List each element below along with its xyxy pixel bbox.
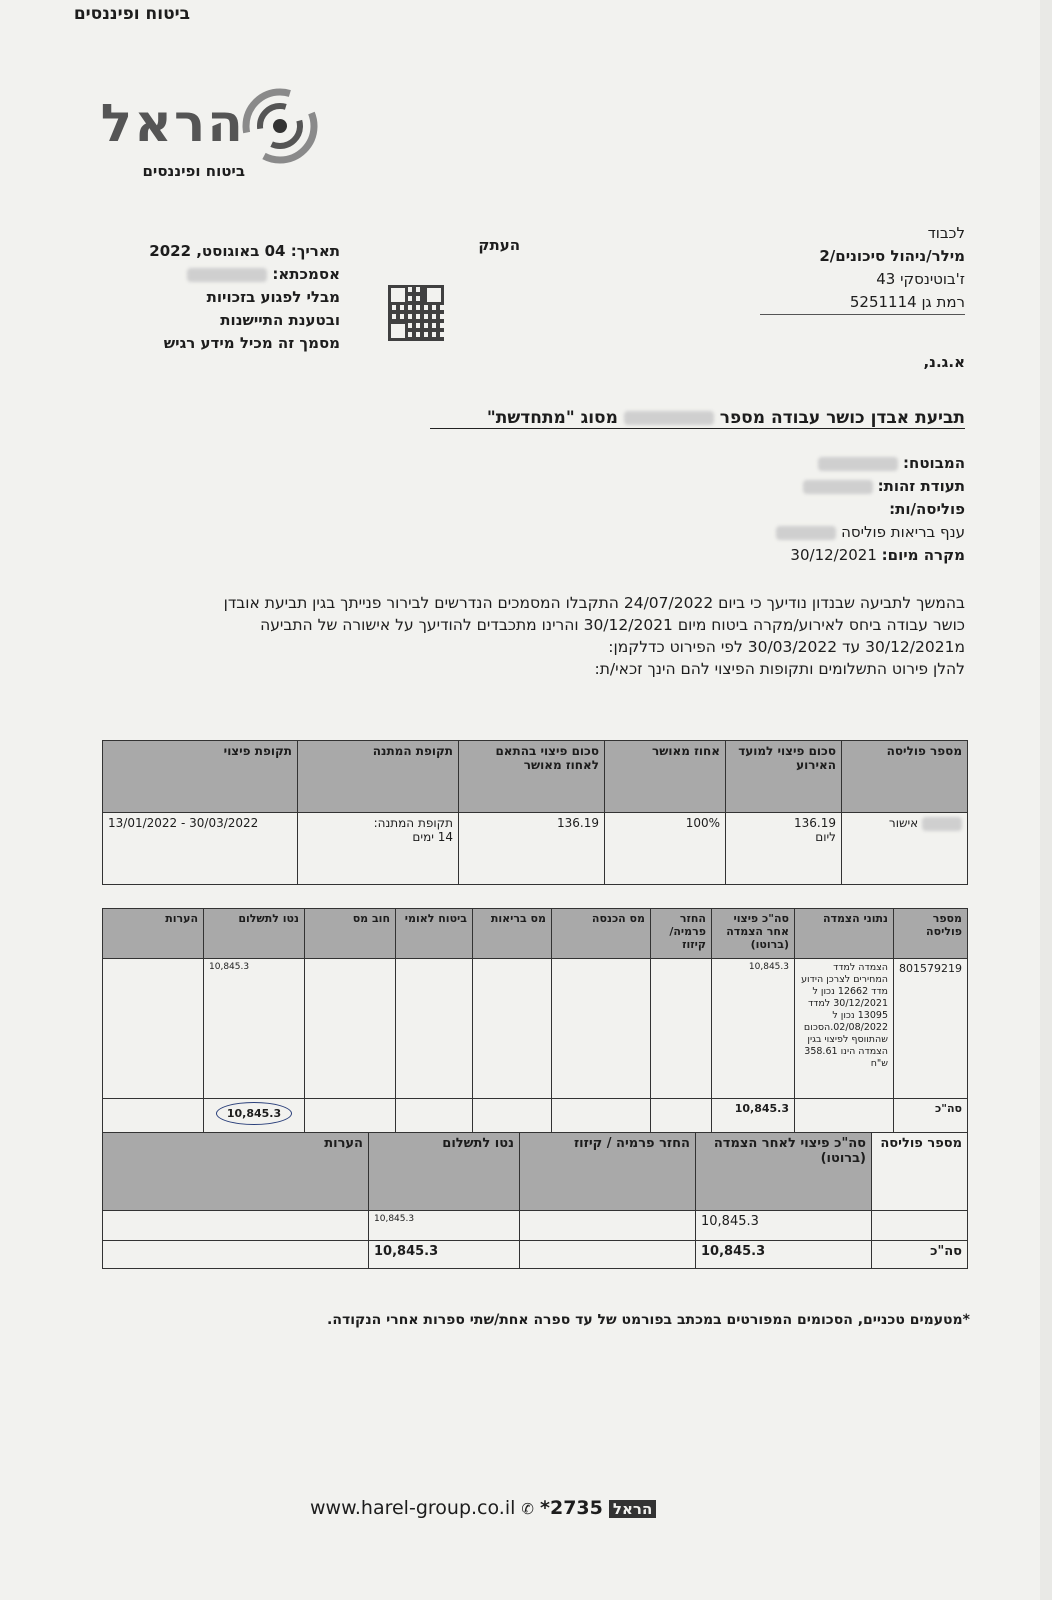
claim-details (700, 452, 965, 567)
compensation-table (102, 740, 968, 885)
total-label: סה"כ (894, 1099, 968, 1133)
table-header: החזר פרמיה/ קיזוז (651, 909, 712, 959)
meta-block (120, 240, 340, 355)
gross-amount: 10,845.3 (712, 959, 795, 1099)
circled-total: 10,845.3 (216, 1102, 292, 1125)
payment-table (102, 908, 968, 1133)
total-gross: 10,845.3 (712, 1099, 795, 1133)
table-header: נתוני הצמדה (795, 909, 894, 959)
table-cell (552, 959, 651, 1099)
table-header: הערות (103, 909, 204, 959)
branch-text: ענף בריאות פוליסה (841, 523, 965, 541)
body-text: והרינו מתכבדים להודיעך על אישורה של התביעה (260, 616, 579, 634)
table-header: מס הכנסה (552, 909, 651, 959)
body-text: מ (954, 638, 965, 656)
recipient-block (760, 222, 965, 315)
total-gross: 10,845.3 (696, 1241, 872, 1269)
footer-brand: הראל (609, 1500, 656, 1518)
date-value: 04 באוגוסט, 2022 (149, 242, 286, 260)
table-header: נטו לתשלום (204, 909, 305, 959)
table-cell (795, 1099, 894, 1133)
table-header: חוב מס (305, 909, 396, 959)
total-label: סה"כ (872, 1241, 968, 1269)
table-header: סה"כ פיצוי אחר הצמדה (ברוטו) (712, 909, 795, 959)
table-cell (473, 959, 552, 1099)
body-text: התקבלו המסמכים הנדרשים לבירור פנייתך בגין תביעת אובדן (223, 594, 619, 612)
reference-label: אסמכתא: (272, 265, 340, 283)
table-header: מספר פוליסה (894, 909, 968, 959)
event-date: 30/12/2021 (790, 546, 877, 564)
body-text: לפי הפירוט כדלקמן: (608, 638, 743, 656)
event-label: מקרה מיום: (881, 546, 965, 564)
logo-tagline: ביטוח ופיננסים (142, 162, 245, 180)
table-cell (872, 1211, 968, 1241)
table-header: נטו לתשלום (369, 1133, 520, 1211)
phone-icon: ✆ (521, 1500, 534, 1518)
event-date-body: 30/12/2021 (583, 616, 673, 634)
received-date: 24/07/2022 (623, 594, 714, 612)
top-brand: ביטוח ופיננסים (73, 4, 190, 24)
net-amount: 10,845.3 (204, 959, 305, 1099)
redacted-policy (776, 526, 836, 540)
table-header: אחוז מאושר (605, 741, 726, 813)
body-text: כושר עבודה ביחס לאירוע/מקרה ביטוח מיום (677, 616, 965, 634)
recipient-street: ז'בוטינסקי 43 (876, 270, 965, 288)
table-header: סכום פיצוי למועד האירוע (726, 741, 842, 813)
table-cell (103, 959, 204, 1099)
table-cell (396, 959, 473, 1099)
id-label: תעודת זהות: (877, 477, 965, 495)
body-text: להלן פירוט התשלומים ותקופות הפיצוי להם הינך זכאי/ת: (594, 660, 965, 678)
redacted-insured (818, 457, 898, 471)
table-cell (103, 1211, 369, 1241)
table-cell: 136.19 (459, 813, 605, 885)
recipient-city: רמת גן 5251114 (760, 291, 965, 315)
table-header: סה"כ פיצוי לאחר הצמדה (ברוטו) (696, 1133, 872, 1211)
table-header: החזר פרמיה / קיזוז (520, 1133, 696, 1211)
table-header: מס בריאות (473, 909, 552, 959)
table-cell (103, 1241, 369, 1269)
logo-name: הראל (100, 94, 245, 154)
linkage-details: הצמדה למדד המחירים לצרכן הידוע מדד 12662 נכון ל 30/12/2021 למדד 13095 נכון ל 02/08/2022.הסכום שהתווסף לפיצוי בגין הצמדה הינו 358.61 ש"ח (795, 959, 894, 1099)
table-cell: תקופת המתנה: 14 ימים (298, 813, 459, 885)
policies-label: פוליסה/ות: (889, 500, 965, 518)
total-net (204, 1099, 305, 1133)
insured-label: המבוטח: (903, 454, 965, 472)
copy-label: העתק (478, 236, 520, 254)
table-cell (520, 1241, 696, 1269)
summary-table (102, 1132, 968, 1269)
website-link[interactable]: www.harel-group.co.il (310, 1497, 516, 1519)
redacted-policy (922, 817, 962, 831)
total-net: 10,845.3 (369, 1241, 520, 1269)
letter-body (100, 592, 965, 680)
meta-line2: ובטענת התיישנות (220, 311, 340, 329)
redacted-claim-number (624, 411, 714, 425)
table-cell (305, 1099, 396, 1133)
redacted-reference (187, 268, 267, 282)
table-header: מספר פוליסה (872, 1133, 968, 1211)
subject-part2: מסוג "מתחדשת" (486, 408, 618, 428)
redacted-id (803, 480, 873, 494)
table-header: הערות (103, 1133, 369, 1211)
table-header: סכום פיצוי בהתאם לאחוז מאושר (459, 741, 605, 813)
table-header: מספר פוליסה (842, 741, 968, 813)
body-text: בהמשך לתביעה שבנדון נודיעך כי ביום (718, 594, 965, 612)
table-cell (305, 959, 396, 1099)
table-cell (473, 1099, 552, 1133)
subject-part1: תביעת אבדן כושר עבודה מספר (719, 408, 965, 428)
recipient-name: מילר/ניהול סיכונים/2 (819, 247, 965, 265)
table-cell: אישור (842, 813, 968, 885)
table-cell (520, 1211, 696, 1241)
table-header: ביטוח לאומי (396, 909, 473, 959)
period-from: 30/12/2021 (865, 638, 955, 656)
qr-code-icon (388, 285, 444, 341)
policy-number: 801579219 (894, 959, 968, 1099)
footnote: *מטעמים טכניים, הסכומים המפורטים במכתב בפורמט של עד ספרה אחת/שתי ספרות אחרי הנקודה. (327, 1312, 970, 1328)
greeting: א.ג.נ, (923, 353, 965, 371)
table-header: תקופת פיצוי (103, 741, 298, 813)
body-text: עד (842, 638, 861, 656)
table-cell (396, 1099, 473, 1133)
table-cell: 136.19 ליום (726, 813, 842, 885)
date-label: תאריך: (290, 242, 340, 260)
footer (310, 1497, 730, 1527)
table-cell (651, 1099, 712, 1133)
meta-line3: מסמך זה מכיל מידע רגיש (163, 334, 340, 352)
table-cell: 100% (605, 813, 726, 885)
table-cell: 30/03/2022 - 13/01/2022 (103, 813, 298, 885)
table-cell (103, 1099, 204, 1133)
table-cell (651, 959, 712, 1099)
table-cell (552, 1099, 651, 1133)
gross-amount: 10,845.3 (696, 1211, 872, 1241)
phone-number: *2735 (540, 1497, 603, 1519)
harel-logo (95, 78, 325, 188)
period-to: 30/03/2022 (747, 638, 838, 656)
table-header: תקופת המתנה (298, 741, 459, 813)
meta-line1: מבלי לפגוע בזכויות (206, 288, 340, 306)
subject-line (430, 408, 965, 429)
net-amount: 10,845.3 (369, 1211, 520, 1241)
recipient-to: לכבוד (927, 224, 965, 242)
